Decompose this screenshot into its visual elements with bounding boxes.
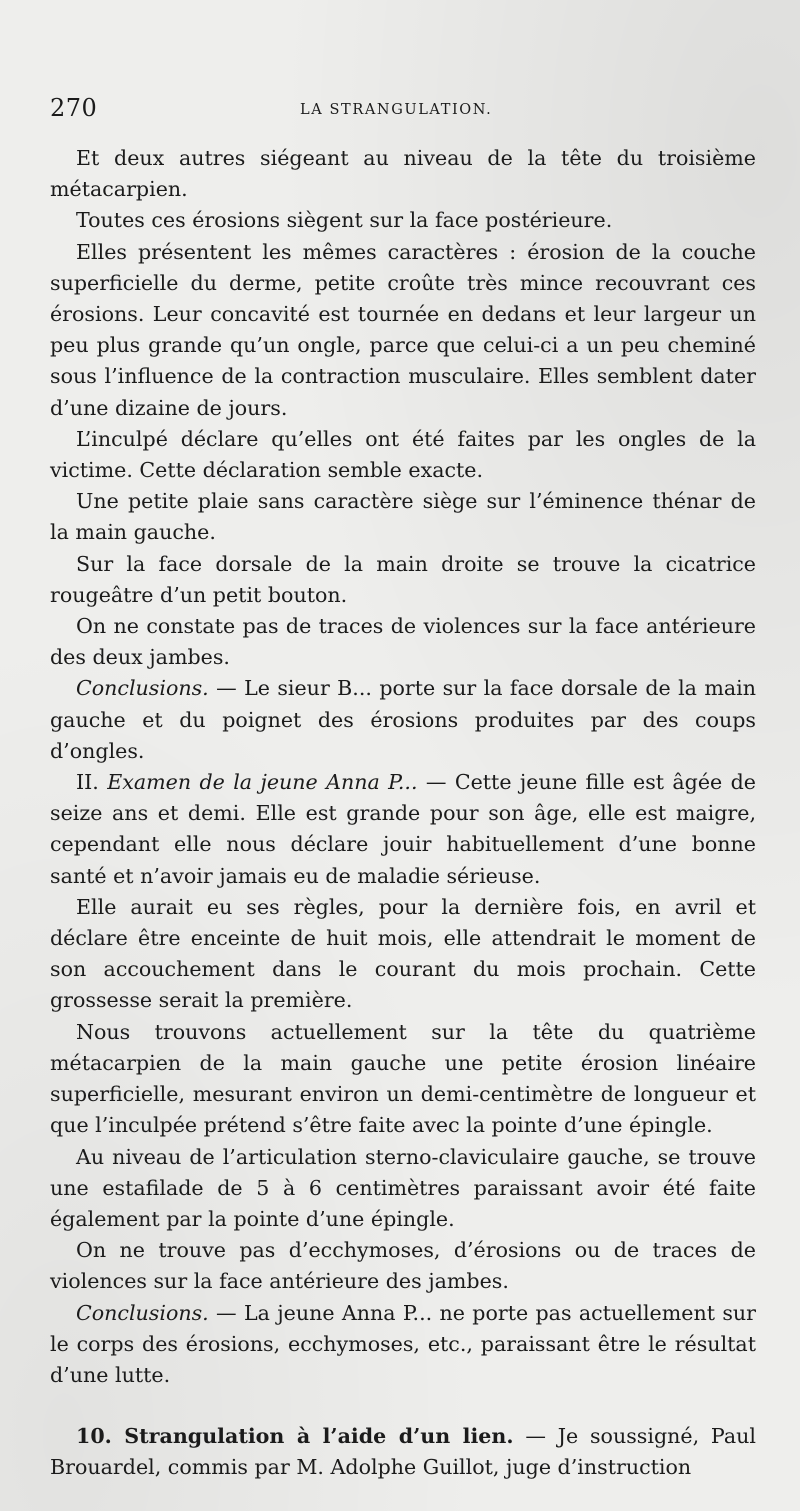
paragraph: Toutes ces érosions siègent sur la face postérieure. [76,208,613,233]
paragraph: Nous trouvons actuellement sur la tête du quatrième métacarpien de la main gauche une petite érosion linéaire superficielle, mesurant environ un demi-centimètre de longueur et que l’inculpée prétend s’être faite avec la pointe d’une épingle. [50,1019,756,1138]
conclusions-label: Conclusions. [76,1300,209,1325]
examen-paragraph: II. Examen de la jeune Anna P... — Cette jeune fille est âgée de seize ans et demi. Elle est grande pour son âge, elle est maigre, cependant elle nous déclare jouir habituellement d’une bonne santé et n’avoir jamais eu de maladie sérieuse. [50,770,756,888]
paragraph: Au niveau de l’articulation sterno-claviculaire gauche, se trouve une estafilade de 5 à 6 centimètres paraissant avoir été faite également par la pointe d’une épingle. [50,1144,756,1231]
paragraph: Et deux autres siégeant au niveau de la tête du troisième métacarpien. [50,146,756,202]
section-paragraph: 10. Strangulation à l’aide d’un lien. — Je soussigné, Paul Brouardel, commis par M. Adolphe Guillot, juge d’instruction [50,1424,756,1480]
paragraph: Elles présentent les mêmes caractères : érosion de la couche superficielle du derme, petite croûte très mince recouvrant ces érosions. Leur concavité est tournée en dedans et leur largeur un peu plus grande qu’un ongle, parce que celui-ci a un peu cheminé sous l’influence de la contraction musculaire. Elles semblent dater d’une dizaine de jours. [50,239,756,420]
section-number: II. [76,770,108,795]
section-heading: 10. Strangulation à l’aide d’un lien. [76,1424,514,1449]
running-title: LA STRANGULATION. [300,102,493,118]
page-number: 270 [50,94,98,122]
conclusions-paragraph: Conclusions. — Le sieur B... porte sur la face dorsale de la main gauche et du poignet des érosions produites par des coups d’ongles. [50,676,756,763]
examen-label: Examen de la jeune Anna P... [107,770,418,795]
paragraph: L’inculpé déclare qu’elles ont été faites par les ongles de la victime. Cette déclaration semble exacte. [50,426,756,483]
paragraph: Elle aurait eu ses règles, pour la dernière fois, en avril et déclare être enceinte de huit mois, elle attendrait le moment de son accouchement dans le courant du mois prochain. Cette grossesse serait la première. [50,894,756,1013]
section-spacer [50,1391,756,1421]
paragraph: Une petite plaie sans caractère siège sur l’éminence thénar de la main gauche. [50,489,756,545]
conclusions-label: Conclusions. [76,676,209,701]
paragraph: On ne trouve pas d’ecchymoses, d’érosions ou de traces de violences sur la face antérieure des jambes. [50,1238,756,1294]
paragraph: Sur la face dorsale de la main droite se trouve la cicatrice rougeâtre d’un petit bouton. [50,551,756,607]
body-text [50,143,756,1484]
paragraph: On ne constate pas de traces de violences sur la face antérieure des deux jambes. [50,614,756,670]
conclusions-paragraph: Conclusions. — La jeune Anna P... ne porte pas actuellement sur le corps des érosions, ecchymoses, etc., paraissant être le résultat d’une lutte. [50,1300,756,1387]
page-header [50,94,756,130]
